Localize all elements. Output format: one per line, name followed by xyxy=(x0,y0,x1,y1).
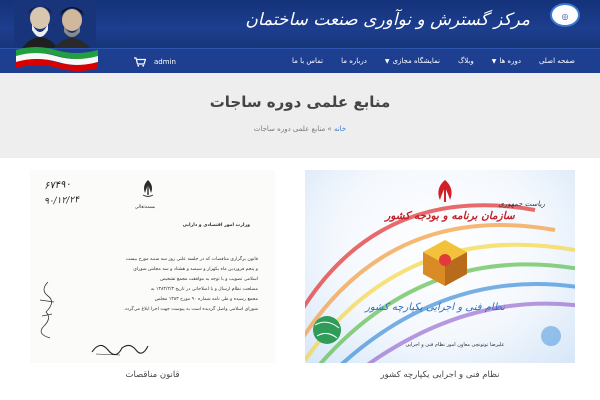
caret-down-icon: ▼ xyxy=(491,58,497,65)
cart-icon[interactable] xyxy=(134,57,146,67)
document-scan-image[interactable] xyxy=(30,170,275,363)
nav-menu xyxy=(283,49,584,74)
poster-system-title: نظام فنی و اجرایی یکپارچه کشور xyxy=(365,302,505,313)
resource-card-tenders-law[interactable] xyxy=(30,170,275,380)
nav-item-label: صفحه اصلی xyxy=(538,57,575,65)
breadcrumb xyxy=(0,125,600,133)
resource-card-technical-system[interactable] xyxy=(305,170,575,380)
nav-item-about[interactable] xyxy=(332,49,376,74)
card-title-link[interactable]: نظام فنی و اجرایی یکپارچه کشور xyxy=(380,370,500,380)
nav-item-contact[interactable] xyxy=(283,49,332,74)
poster-artwork xyxy=(305,170,575,363)
user-account-link[interactable]: admin xyxy=(154,57,176,66)
document-body-line: اسلامی تصویب و با توجه به موافقت مجمع تشخیص xyxy=(160,277,258,282)
handwritten-number: ۶٧۴٩٠ xyxy=(43,179,72,192)
poster-header-text: ریاست جمهوری xyxy=(498,200,545,208)
nav-item-blog[interactable] xyxy=(449,49,483,74)
breadcrumb-current: منابع علمی دوره ساجات xyxy=(253,125,326,133)
document-recipient: وزارت امور اقتصادی و دارایی xyxy=(182,223,250,228)
document-bismillah: بسمه‌تعالی xyxy=(134,205,156,210)
nav-item-label: تماس با ما xyxy=(292,57,324,65)
page-title: منابع علمی دوره ساجات xyxy=(209,93,391,111)
handwritten-date: ٩٠/١٢/٢۴ xyxy=(43,195,80,207)
site-logo[interactable] xyxy=(540,3,590,45)
document-body-line: مصلحت نظام ارسال و با اصلاحاتی در تاریخ ۱۳۸۳/۲/۳ به xyxy=(150,287,258,292)
document-body-line: مجمع رسیده و طی نامه شماره ۹۰ مورخ ۱۳۸۳ مجلس xyxy=(154,297,258,302)
poster-footer-text: علیرضا توتونچی معاون امور نظام فنی و اجرایی xyxy=(405,342,505,348)
iran-emblem-icon xyxy=(138,178,158,198)
site-header xyxy=(0,0,600,48)
handwritten-margin-note xyxy=(36,280,58,340)
poster-org-name: سازمان برنامه و بودجه کشور xyxy=(385,210,515,222)
leaders-portrait-image xyxy=(14,0,96,48)
nav-item-label: وبلاگ xyxy=(457,57,474,65)
poster-image[interactable] xyxy=(305,170,575,363)
iran-flag-icon xyxy=(14,44,100,74)
document-body-line: و پنجم فروردین ماه یکهزار و سیصد و هشتاد و سه مجلس شورای xyxy=(133,267,258,272)
page-heading-band xyxy=(0,73,600,158)
nav-item-label: درباره ما xyxy=(341,57,367,65)
caret-down-icon: ▼ xyxy=(384,58,390,65)
nav-item-label: دوره ها xyxy=(499,57,521,65)
nav-item-label: نمایشگاه مجازی xyxy=(392,57,440,65)
site-title[interactable]: مرکز گسترش و نوآوری صنعت ساختمان xyxy=(245,10,530,30)
breadcrumb-separator: » xyxy=(327,125,332,133)
document-body-line: قانون برگزاری مناقصات که در جلسه علنی روز سه شنبه مورخ بیست xyxy=(125,257,258,262)
document-body-line: شورای اسلامی واصل گردیده است به پیوست جهت اجرا ابلاغ می‌گردد. xyxy=(123,307,258,312)
logo-badge-icon: ◎ xyxy=(550,3,580,27)
nav-user-area xyxy=(134,49,176,74)
nav-item-courses[interactable] xyxy=(483,49,530,74)
card-title-link[interactable]: قانون مناقصات xyxy=(125,370,180,380)
nav-item-home[interactable] xyxy=(530,49,584,74)
nav-item-virtual-exhibition[interactable] xyxy=(376,49,449,74)
signature-image xyxy=(90,338,150,358)
breadcrumb-home-link[interactable]: خانه xyxy=(333,125,347,133)
